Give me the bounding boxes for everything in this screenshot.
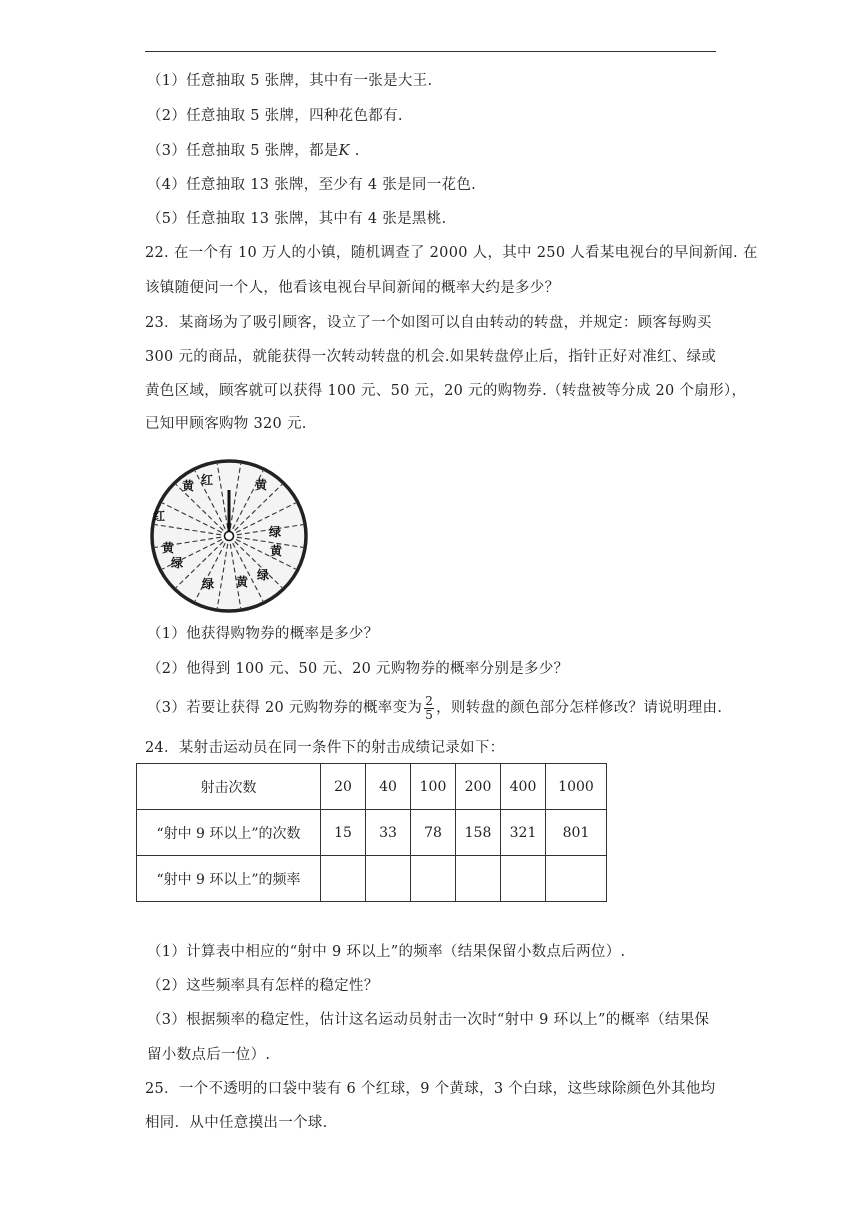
question-24-part-1: （1）计算表中相应的“射中 9 环以上”的频率（结果保留小数点后两位）. (147, 944, 626, 960)
table-header-cell: 射击次数 (137, 764, 321, 810)
sub-item-4: （4）任意抽取 13 张牌，至少有 4 张是同一花色. (147, 177, 477, 193)
sub-item-2: （2）任意抽取 5 张牌，四种花色都有. (147, 108, 403, 124)
table-row (137, 810, 607, 856)
question-22-line-2: 该镇随便问一个人，他看该电视台早间新闻的概率大约是多少？ (145, 280, 560, 296)
wheel-label-yellow: 黄 (182, 479, 195, 493)
variable-k: K (338, 143, 350, 159)
table-cell (501, 856, 546, 902)
table-cell: 400 (501, 764, 546, 810)
table-cell (321, 856, 366, 902)
table-cell: 40 (366, 764, 411, 810)
table-cell (546, 856, 607, 902)
question-24-part-3-line-2: 留小数点后一位）. (147, 1047, 271, 1063)
fraction-two-fifths (424, 695, 434, 722)
table-cell: 20 (321, 764, 366, 810)
wheel-label-green: 绿 (202, 577, 215, 591)
shooting-record-table (136, 763, 607, 902)
wheel-label-yellow: 黄 (255, 478, 268, 492)
question-24-part-2: （2）这些频率具有怎样的稳定性？ (147, 978, 379, 994)
question-23-line-1: 23．某商场为了吸引顾客，设立了一个如图可以自由转动的转盘，并规定：顾客每购买 (145, 315, 712, 331)
question-23-part-1: （1）他获得购物券的概率是多少？ (147, 626, 379, 642)
sub-item-5: （5）任意抽取 13 张牌，其中有 4 张是黑桃. (147, 211, 447, 227)
fraction-denominator: 5 (425, 707, 434, 722)
question-23-part-3 (147, 694, 722, 722)
sub-item-3-text: （3）任意抽取 5 张牌，都是 (147, 143, 339, 159)
question-22-line-1: 22. 在一个有 10 万人的小镇，随机调查了 2000 人，其中 250 人看某电视台的早间新闻. 在 (145, 245, 758, 261)
table-header-cell: “射中 9 环以上”的次数 (137, 810, 321, 856)
question-24-part-3-line-1: （3）根据频率的稳定性，估计这名运动员射击一次时“射中 9 环以上”的概率（结果保 (147, 1012, 710, 1028)
wheel-label-red: 红 (201, 473, 214, 487)
table-row (137, 856, 607, 902)
wheel-label-yellow: 黄 (162, 541, 175, 555)
question-23-line-2: 300 元的商品，就能获得一次转动转盘的机会.如果转盘停止后，指针正好对准红、绿或 (145, 349, 717, 365)
question-25-line-2: 相同．从中任意摸出一个球. (145, 1115, 328, 1131)
question-23-line-3: 黄色区域，顾客就可以获得 100 元、50 元，20 元的购物券.（转盘被等分成 20 个扇形）， (145, 383, 747, 399)
sub-item-3-end: . (349, 143, 360, 159)
table-cell (411, 856, 456, 902)
table-cell: 158 (456, 810, 501, 856)
table-cell: 78 (411, 810, 456, 856)
table-cell: 1000 (546, 764, 607, 810)
sub-item-1: （1）任意抽取 5 张牌，其中有一张是大王. (147, 73, 433, 89)
table-row (137, 764, 607, 810)
table-cell (366, 856, 411, 902)
wheel-label-yellow: 黄 (236, 575, 249, 589)
question-23-part-3-text: （3）若要让获得 20 元购物券的概率变为 (147, 700, 423, 716)
question-23-line-4: 已知甲顾客购物 320 元. (145, 416, 307, 432)
spinner-wheel-figure (147, 456, 319, 616)
wheel-label-green: 绿 (171, 556, 184, 570)
fraction-numerator: 2 (425, 693, 434, 708)
table-cell: 801 (546, 810, 607, 856)
wheel-label-red: 红 (153, 509, 166, 523)
question-23-part-2: （2）他得到 100 元、50 元、20 元购物券的概率分别是多少？ (147, 661, 569, 677)
table-cell (456, 856, 501, 902)
table-cell: 15 (321, 810, 366, 856)
question-24-line: 24．某射击运动员在同一条件下的射击成绩记录如下： (145, 740, 505, 756)
question-23-part-3-end: ，则转盘的颜色部分怎样修改？请说明理由. (436, 700, 723, 716)
table-header-cell: “射中 9 环以上”的频率 (137, 856, 321, 902)
table-cell: 100 (411, 764, 456, 810)
wheel-label-green: 绿 (269, 525, 282, 539)
header-rule (145, 51, 716, 52)
table-cell: 200 (456, 764, 501, 810)
wheel-label-green: 绿 (257, 568, 270, 582)
wheel-label-yellow: 黄 (270, 544, 283, 558)
wheel-hub (225, 532, 234, 541)
question-25-line-1: 25．一个不透明的口袋中装有 6 个红球，9 个黄球，3 个白球，这些球除颜色外其他均 (145, 1081, 716, 1097)
table-cell: 33 (366, 810, 411, 856)
sub-item-3 (147, 141, 360, 161)
table-cell: 321 (501, 810, 546, 856)
